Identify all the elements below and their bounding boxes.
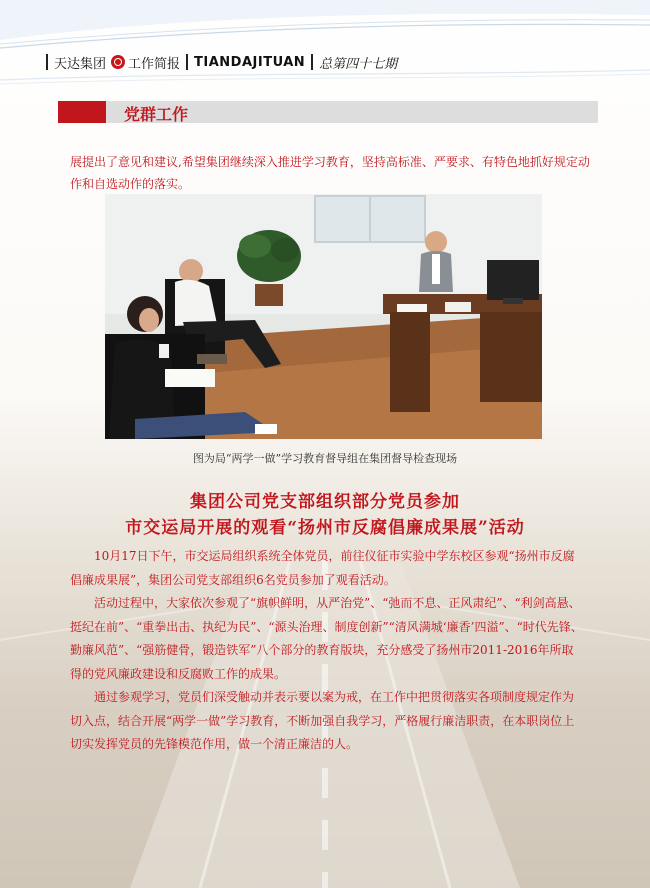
issue-number: 总第四十七期 (319, 56, 398, 72)
article-paragraph: 活动过程中，大家依次参观了“旗帜鲜明，从严治党”、“弛而不息、正风肃纪”、“利剑高悬、挺纪在前”、“重拳出击、执纪为民”、“源头治理、制度创新”“清风满城‘廉香’四溢”、“时代先锋、勤廉风范”、“强筋健骨，锻造铁军”八个部分的教育版块，充分感受了扬州市2011-2016年所取得的党风廉政建设和反腐败工作的成果。 (70, 596, 583, 681)
section-title: 党群工作 (124, 105, 189, 124)
section-band (58, 101, 598, 123)
article-paragraph: 通过参观学习，党员们深受触动并表示要以案为戒，在工作中把贯彻落实各项制度规定作为切入点，结合开展“两学一做”学习教育，不断加强自我学习，严格履行廉洁职责，在本职岗位上切实发挥党员的先锋模范作用，做一个清正廉洁的人。 (70, 690, 575, 751)
section-band-accent (58, 101, 106, 123)
brand-name-en: TIANDAJITUAN (194, 54, 306, 70)
header-swoosh (0, 0, 650, 90)
article-body (70, 545, 585, 757)
meeting-photo (105, 194, 542, 439)
article-title-line2: 市交运局开展的观看“扬州市反腐倡廉成果展”活动 (125, 518, 525, 538)
photo-caption: 图为局“两学一做”学习教育督导组在集团督导检查现场 (192, 452, 458, 465)
intro-paragraph: 展提出了意见和建议,希望集团继续深入推进学习教育，坚持高标准、严要求、有特色地抓好规定动作和自选动作的落实。 (70, 155, 590, 191)
article-title-line1: 集团公司党支部组织部分党员参加 (190, 492, 460, 512)
newsletter-name: 工作简报 (128, 56, 181, 72)
brand-name: 天达集团 (54, 56, 107, 72)
article-paragraph: 10月17日下午，市交运局组织系统全体党员，前往仪征市实验中学东校区参观“扬州市反腐倡廉成果展”，集团公司党支部组织6名党员参加了观看活动。 (70, 549, 575, 587)
